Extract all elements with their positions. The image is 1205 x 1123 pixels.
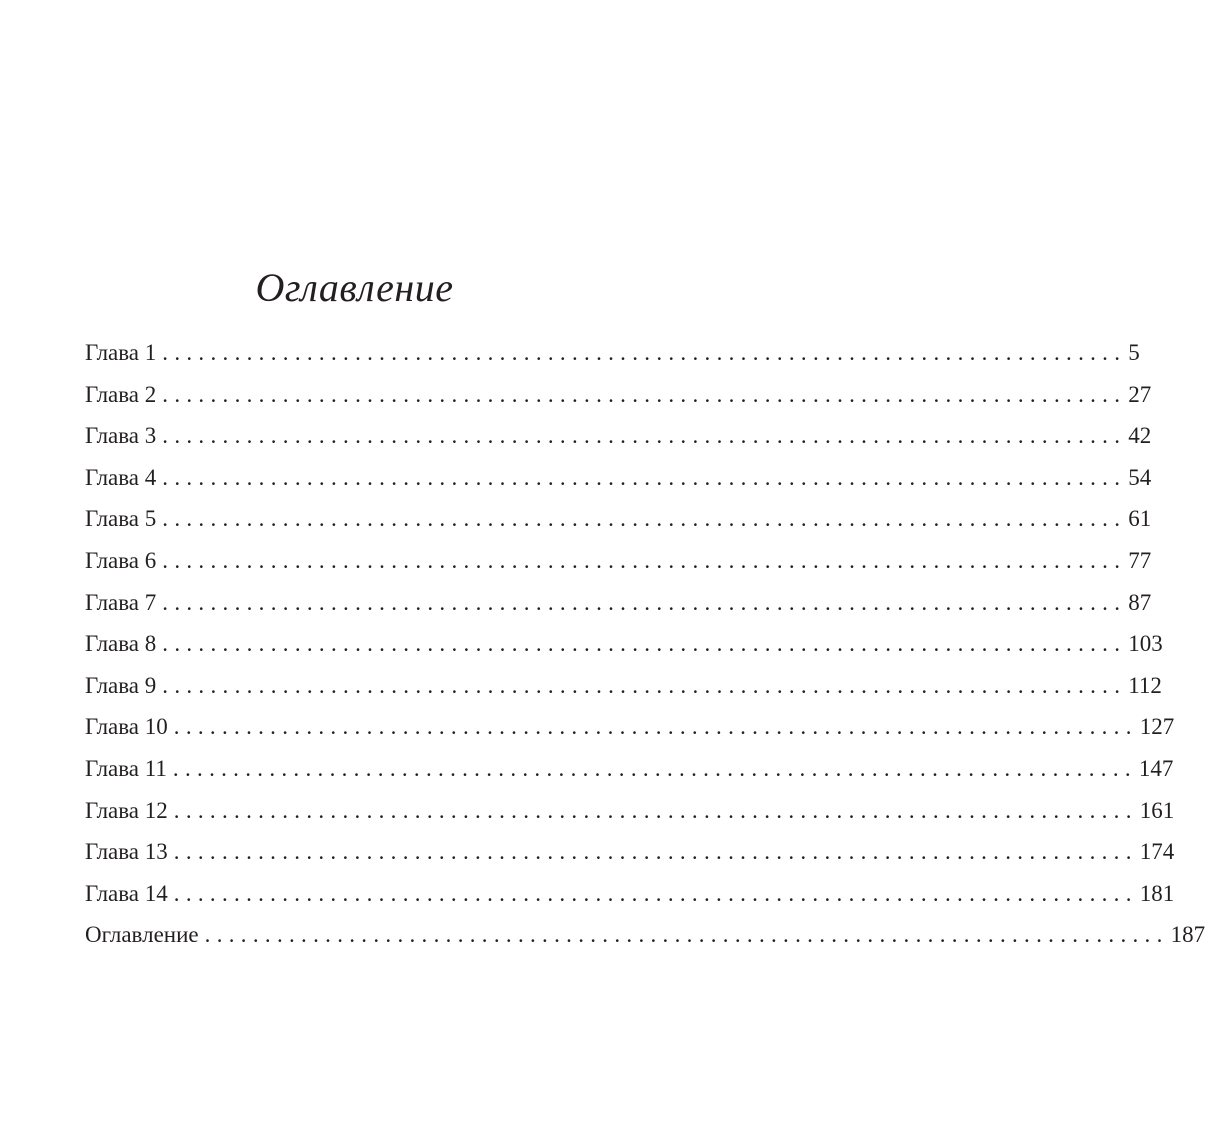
dot-leader: ................................................................................ (204, 922, 1169, 948)
toc-entry[interactable] (85, 873, 1175, 915)
toc-entry[interactable] (85, 582, 1152, 624)
toc-entry[interactable] (85, 374, 1152, 416)
toc-entry[interactable] (85, 831, 1175, 873)
toc-entry-label: Глава 1 (85, 340, 157, 365)
dot-leader: ................................................................................ (162, 340, 1127, 365)
toc-entry[interactable] (85, 498, 1152, 540)
dot-leader: ................................................................................ (173, 880, 1138, 906)
toc-entry-page: 147 (1138, 755, 1174, 781)
toc-entry[interactable] (85, 332, 1140, 374)
toc-entry-page: 77 (1128, 547, 1152, 573)
toc-entry-page: 54 (1128, 464, 1152, 490)
dot-leader: ................................................................................ (162, 547, 1127, 573)
toc-entry-page: 61 (1128, 506, 1152, 532)
dot-leader: ................................................................................ (173, 714, 1138, 740)
toc-entry[interactable] (85, 914, 1205, 956)
dot-leader: ................................................................................ (162, 589, 1127, 615)
toc-entry-page: 174 (1139, 839, 1175, 865)
toc-entry-label: Глава 6 (85, 547, 157, 573)
dot-leader: ................................................................................ (162, 506, 1127, 532)
toc-entry-label: Глава 3 (85, 423, 157, 449)
toc-entry-label: Глава 9 (85, 672, 157, 698)
dot-leader: ................................................................................ (173, 839, 1138, 865)
toc-entry-label: Глава 7 (85, 589, 157, 615)
toc-entry-label: Глава 13 (85, 839, 168, 865)
toc-entry-page: 181 (1139, 880, 1175, 906)
toc-entry-label: Глава 2 (85, 381, 157, 407)
page-title: Оглавление (255, 265, 454, 310)
toc-entry-label: Глава 11 (85, 755, 167, 781)
toc-entry-label: Оглавление (85, 922, 199, 948)
dot-leader: ................................................................................ (162, 672, 1127, 698)
toc-entry-label: Глава 5 (85, 506, 157, 532)
toc-entry-page: 187 (1170, 922, 1205, 948)
toc-entry[interactable] (85, 665, 1162, 707)
dot-leader: ................................................................................ (162, 464, 1127, 490)
dot-leader: ................................................................................ (172, 755, 1137, 781)
toc-entry[interactable] (85, 540, 1152, 582)
toc-entry-page: 27 (1128, 381, 1152, 407)
dot-leader: ................................................................................ (162, 423, 1127, 449)
dot-leader: ................................................................................ (162, 381, 1127, 407)
toc-entry-page: 161 (1139, 797, 1175, 823)
toc-entry-page: 87 (1128, 589, 1152, 615)
toc-entry-label: Глава 10 (85, 714, 168, 740)
toc-entry-label: Глава 12 (85, 797, 168, 823)
toc-entry-label: Глава 8 (85, 631, 157, 657)
toc-entry[interactable] (85, 457, 1152, 499)
table-of-contents (85, 332, 1205, 956)
toc-entry[interactable] (85, 790, 1175, 832)
dot-leader: ................................................................................ (162, 631, 1127, 657)
toc-entry-page: 112 (1128, 672, 1162, 698)
toc-entry[interactable] (85, 706, 1175, 748)
toc-entry-page: 42 (1128, 423, 1152, 449)
toc-entry-label: Глава 4 (85, 464, 157, 490)
toc-entry[interactable] (85, 748, 1174, 790)
toc-entry-label: Глава 14 (85, 880, 168, 906)
toc-entry-page: 127 (1139, 714, 1175, 740)
toc-entry-page: 5 (1128, 340, 1140, 365)
toc-entry[interactable] (85, 415, 1152, 457)
toc-entry[interactable] (85, 623, 1163, 665)
dot-leader: ................................................................................ (173, 797, 1138, 823)
toc-entry-page: 103 (1128, 631, 1163, 657)
